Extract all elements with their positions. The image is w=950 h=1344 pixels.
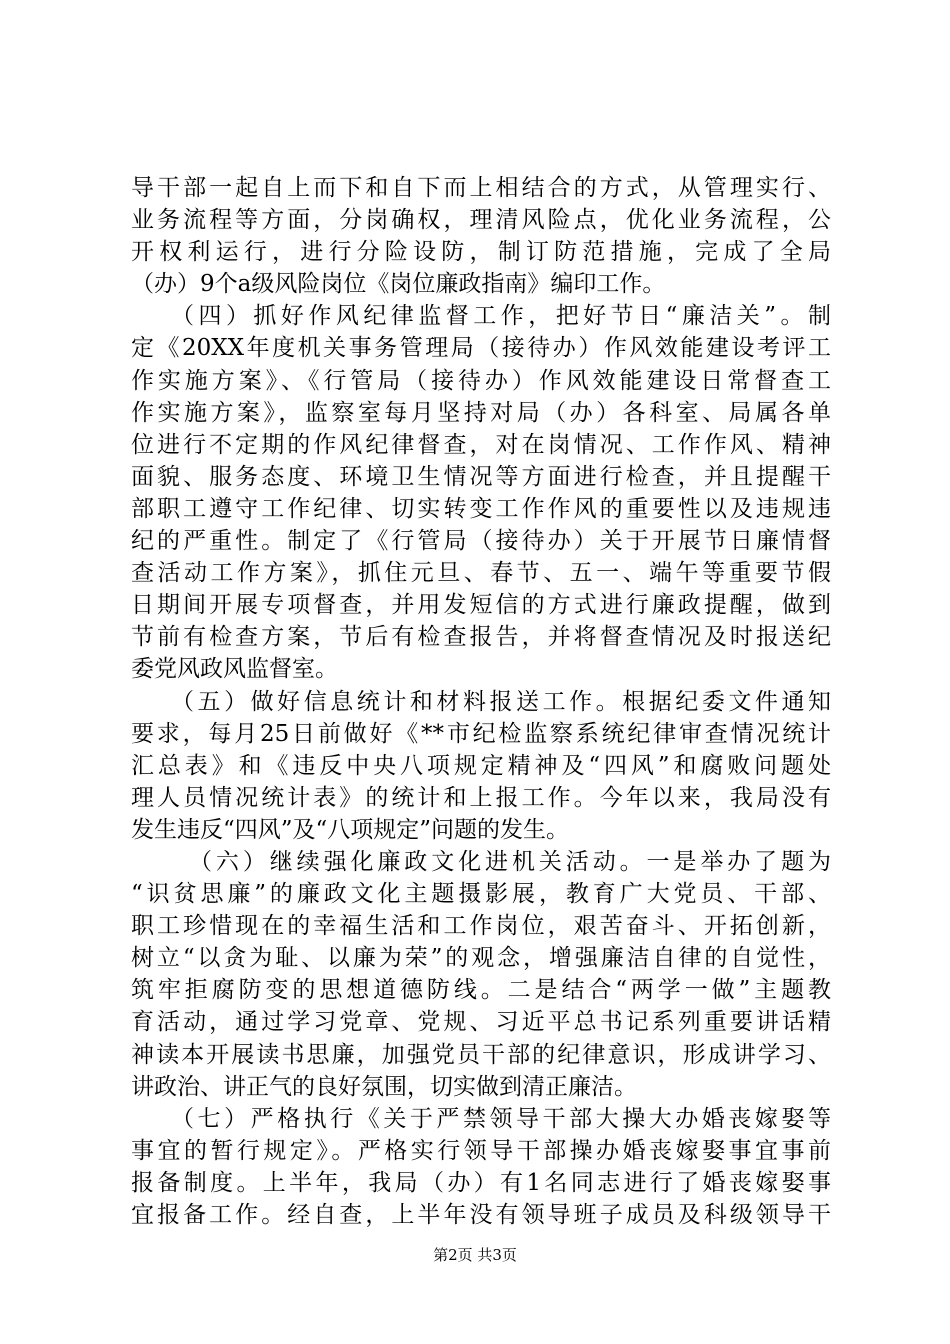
page-footer — [0, 1245, 950, 1265]
text-line: 事宜的暂行规定》。严格实行领导干部操办婚丧嫁娶事宜事前 — [131, 1137, 831, 1164]
text-line: 开权利运行，进行分险设防，制订防范措施，完成了全局 — [131, 239, 831, 266]
text-line: 委党风政风监督室。 — [131, 656, 338, 683]
text-line: 部职工遵守工作纪律、切实转变工作作风的重要性以及违规违 — [131, 495, 831, 522]
text-line: 纪的严重性。制定了《行管局（接待办）关于开展节日廉情督 — [131, 528, 831, 555]
text-line: 定《20XX年度机关事务管理局（接待办）作风效能建设考评工 — [131, 335, 831, 362]
paragraph-start-line: （七）严格执行《关于严禁领导干部大操大办婚丧嫁娶等 — [171, 1105, 831, 1132]
text-line: 查活动工作方案》，抓住元旦、春节、五一、端午等重要节假 — [131, 560, 831, 587]
page-number: 第2页 共3页 — [433, 1246, 517, 1264]
text-line: 要求，每月25日前做好《**市纪检监察系统纪律审查情况统计 — [131, 720, 831, 747]
text-line: 日期间开展专项督查，并用发短信的方式进行廉政提醒，做到 — [131, 592, 831, 619]
text-line: 业务流程等方面，分岗确权，理清风险点，优化业务流程，公 — [131, 207, 831, 234]
paragraph-start-line: （五）做好信息统计和材料报送工作。根据纪委文件通知 — [171, 688, 831, 715]
text-line: 育活动，通过学习党章、党规、习近平总书记系列重要讲话精 — [131, 1009, 831, 1036]
paragraph-start-line: （四）抓好作风纪律监督工作，把好节日“廉洁关”。制 — [171, 303, 831, 330]
text-line: 讲政治、讲正气的良好氛围，切实做到清正廉洁。 — [131, 1073, 637, 1100]
text-line: 作实施方案》，监察室每月坚持对局（办）各科室、局属各单 — [131, 399, 831, 426]
text-line: 理人员情况统计表》的统计和上报工作。今年以来，我局没有 — [131, 784, 831, 811]
document-body — [131, 172, 831, 1231]
text-line: 节前有检查方案，节后有检查报告，并将督查情况及时报送纪 — [131, 624, 831, 651]
text-line: 位进行不定期的作风纪律督查，对在岗情况、工作作风、精神 — [131, 431, 831, 458]
text-line: 宜报备工作。经自查，上半年没有领导班子成员及科级领导干 — [131, 1202, 831, 1228]
text-line: 树立“以贪为耻、以廉为荣”的观念，增强廉洁自律的自觉性， — [131, 945, 831, 972]
text-line: 发生违反“四风”及“八项规定”问题的发生。 — [131, 816, 570, 843]
text-line: 面貌、服务态度、环境卫生情况等方面进行检查，并且提醒干 — [131, 463, 831, 490]
paragraph-start-line: （六）继续强化廉政文化进机关活动。一是举办了题为 — [189, 848, 831, 875]
text-line: （办）9个a级风险岗位《岗位廉政指南》编印工作。 — [131, 271, 666, 298]
text-line: 汇总表》和《违反中央八项规定精神及“四风”和腐败问题处 — [131, 752, 831, 779]
text-line: 职工珍惜现在的幸福生活和工作岗位，艰苦奋斗、开拓创新， — [131, 913, 831, 940]
text-line: “识贫思廉”的廉政文化主题摄影展，教育广大党员、干部、 — [131, 881, 831, 908]
text-line: 导干部一起自上而下和自下而上相结合的方式，从管理实行、 — [131, 175, 831, 201]
text-line: 作实施方案》、《行管局（接待办）作风效能建设日常督查工 — [131, 367, 831, 394]
text-line: 筑牢拒腐防变的思想道德防线。二是结合“两学一做”主题教 — [131, 977, 831, 1004]
text-line: 神读本开展读书思廉，加强党员干部的纪律意识，形成讲学习、 — [131, 1041, 831, 1068]
text-line: 报备制度。上半年，我局（办）有1名同志进行了婚丧嫁娶事 — [131, 1169, 831, 1196]
